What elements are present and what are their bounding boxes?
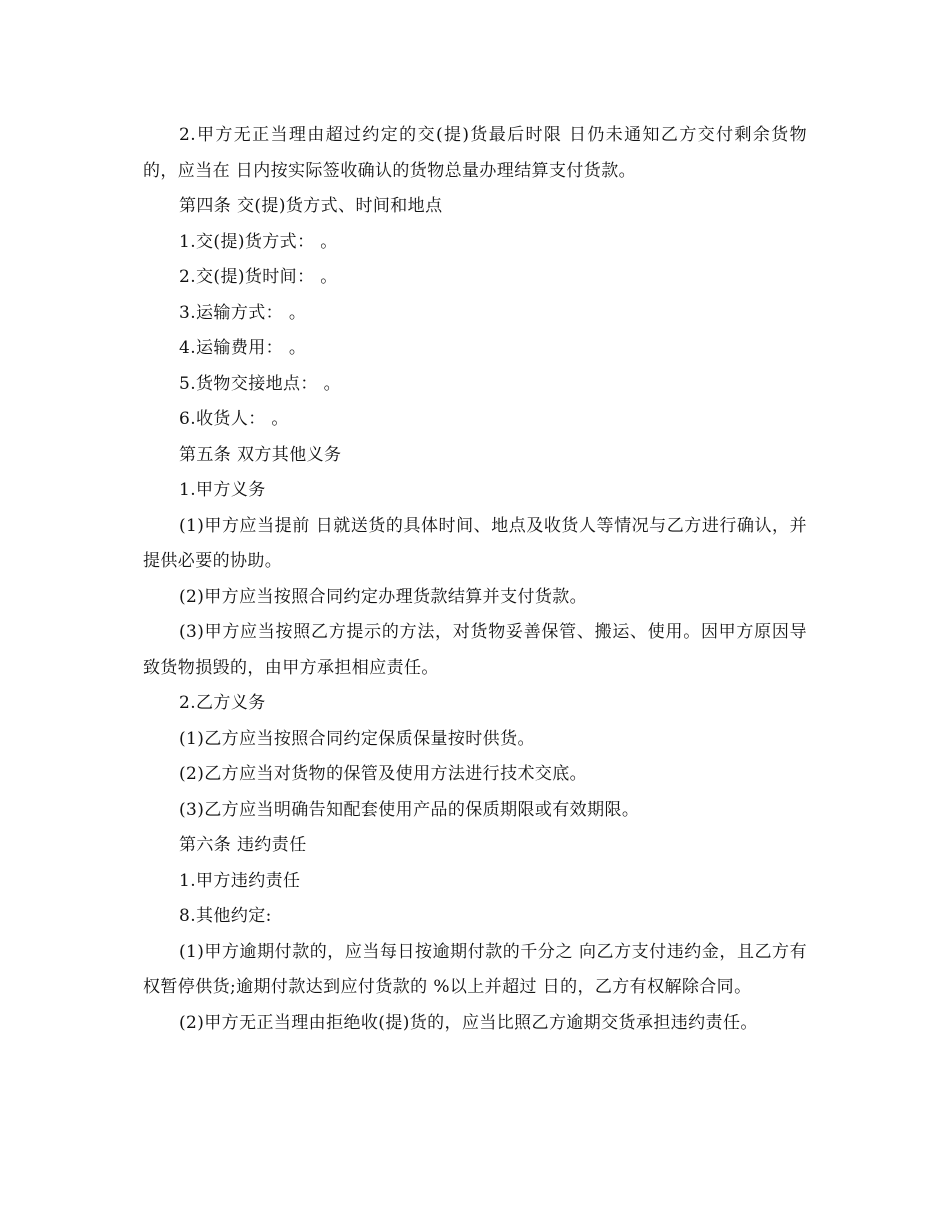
paragraph-handover-location: 5.货物交接地点： 。	[179, 373, 342, 394]
document-body	[143, 118, 807, 1041]
paragraph-delivery-method: 1.交(提)货方式： 。	[179, 231, 338, 252]
paragraph-party-b-obligation-2: (2)乙方应当对货物的保管及使用方法进行技术交底。	[179, 764, 588, 784]
paragraph-party-a-obligation-1: (1)甲方应当提前 日就送货的具体时间、地点及收货人等情况与乙方进行确认，并提供必要的协助。	[143, 515, 807, 571]
paragraph-refusal-liability: (2)甲方无正当理由拒绝收(提)货的，应当比照乙方逾期交货承担违约责任。	[179, 1012, 758, 1033]
paragraph-late-payment-penalty: (1)甲方逾期付款的，应当每日按逾期付款的千分之 向乙方支付违约金，且乙方有权暂停供货;逾期付款达到应付货款的 %以上并超过 日的，乙方有权解除合同。	[143, 941, 807, 997]
paragraph-transport-method: 3.运输方式： 。	[179, 302, 307, 323]
paragraph-party-a-obligation-3: (3)甲方应当按照乙方提示的方法，对货物妥善保管、搬运、使用。因甲方原因导致货物损毁的，由甲方承担相应责任。	[143, 622, 807, 678]
paragraph-delivery-time: 2.交(提)货时间： 。	[179, 267, 338, 287]
subheading-party-a-liability: 1.甲方违约责任	[179, 870, 301, 891]
heading-article-5: 第五条 双方其他义务	[179, 444, 342, 465]
heading-article-6: 第六条 违约责任	[179, 835, 307, 855]
subheading-other-agreements: 8.其他约定:	[179, 906, 272, 926]
paragraph-consignee: 6.收货人： 。	[179, 409, 289, 429]
paragraph-transport-cost: 4.运输费用： 。	[179, 338, 307, 358]
paragraph-payment-settlement: 2.甲方无正当理由超过约定的交(提)货最后时限 日仍未通知乙方交付剩余货物的，应当在 日内按实际签收确认的货物总量办理结算支付货款。	[143, 125, 807, 181]
paragraph-party-a-obligation-2: (2)甲方应当按照合同约定办理货款结算并支付货款。	[179, 586, 588, 607]
paragraph-party-b-obligation-1: (1)乙方应当按照合同约定保质保量按时供货。	[179, 728, 535, 749]
subheading-party-b-obligations: 2.乙方义务	[179, 693, 266, 713]
subheading-party-a-obligations: 1.甲方义务	[179, 480, 266, 500]
paragraph-party-b-obligation-3: (3)乙方应当明确告知配套使用产品的保质期限或有效期限。	[179, 799, 640, 820]
heading-article-4: 第四条 交(提)货方式、时间和地点	[179, 196, 443, 216]
